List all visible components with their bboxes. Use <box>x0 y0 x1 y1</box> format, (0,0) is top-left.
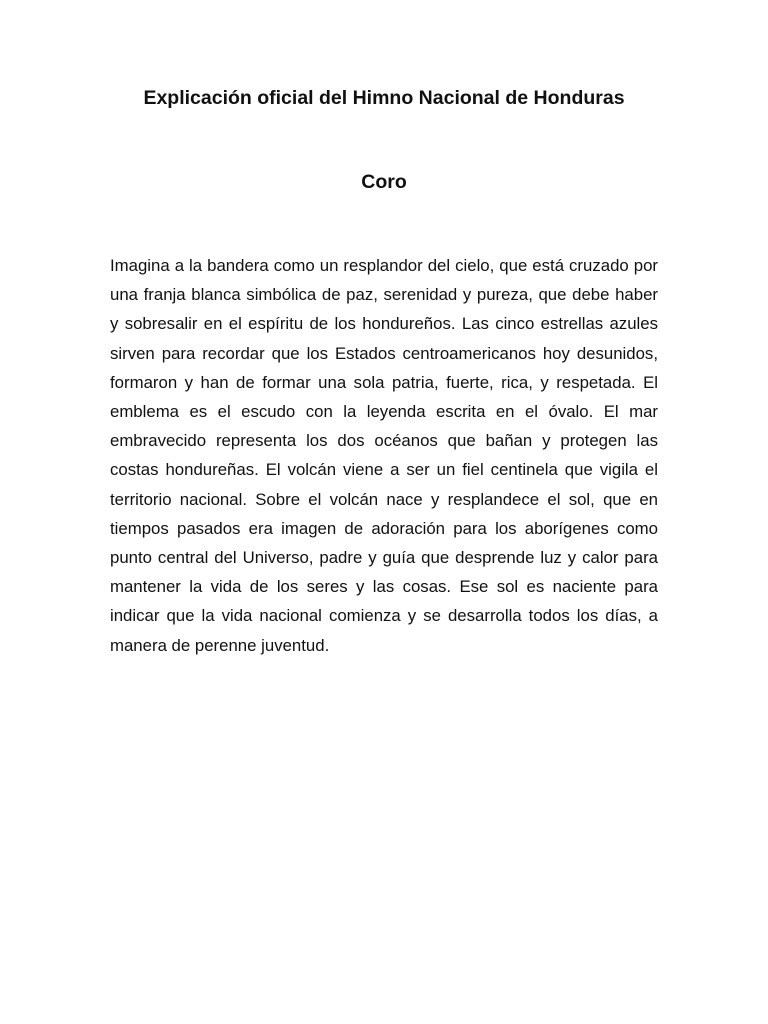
document-title: Explicación oficial del Himno Nacional de Honduras <box>143 87 625 109</box>
body-paragraph: Imagina a la bandera como un resplandor del cielo, que está cruzado por una franja blanca simbólica de paz, serenidad y pureza, que debe haber y sobresalir en el espíritu de los hondureños. Las cinco estrellas azules sirven para recordar que los Estados centroamericanos hoy desunidos, formaron y han de formar una sola patria, fuerte, rica, y respetada. El emblema es el escudo con la leyenda escrita en el óvalo. El mar embravecido representa los dos océanos que bañan y protegen las costas hondureñas. El volcán viene a ser un fiel centinela que vigila el territorio nacional. Sobre el volcán nace y resplandece el sol, que en tiempos pasados era imagen de adoración para los aborígenes como punto central del Universo, padre y guía que desprende luz y calor para mantener la vida de los seres y las cosas. Ese sol es naciente para indicar que la vida nacional comienza y se desarrolla todos los días, a manera de perenne juventud. <box>110 256 658 655</box>
section-heading: Coro <box>361 171 407 193</box>
